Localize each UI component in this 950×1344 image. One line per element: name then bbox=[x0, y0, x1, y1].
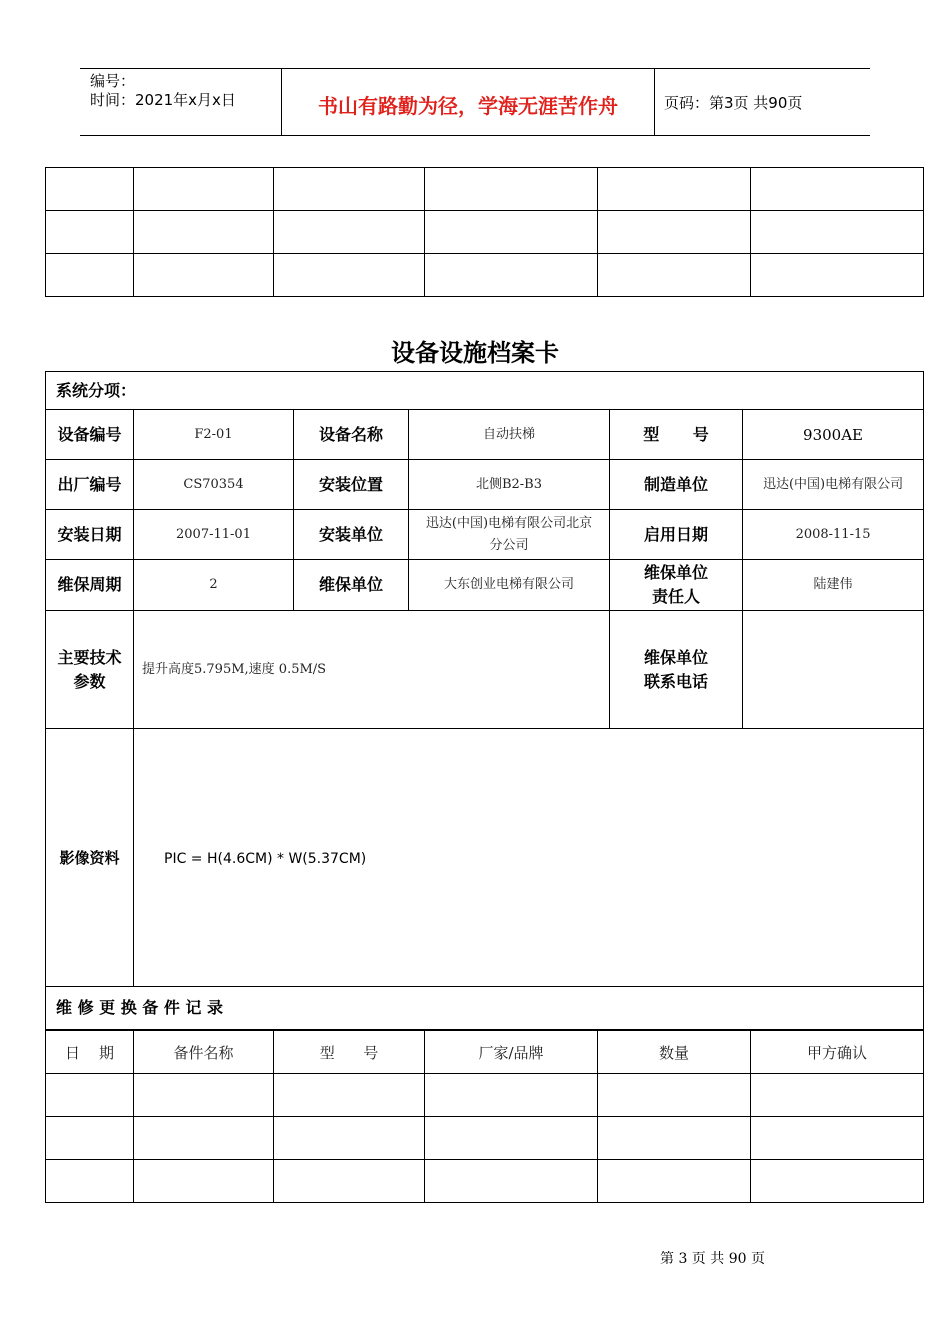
repair-cell bbox=[751, 1160, 924, 1203]
repair-cell bbox=[46, 1117, 134, 1160]
repair-title-text: 维 修 更 换 备 件 记 录 bbox=[56, 998, 223, 1017]
equipment-card-table bbox=[45, 371, 924, 1030]
repair-cell bbox=[598, 1160, 751, 1203]
repair-header-quantity: 数量 bbox=[598, 1031, 751, 1074]
maint-cycle-label: 维保周期 bbox=[46, 560, 134, 611]
repair-cell bbox=[425, 1117, 598, 1160]
top-table-cell bbox=[598, 211, 751, 254]
top-table-cell bbox=[425, 254, 598, 297]
header-divider-right bbox=[654, 68, 655, 136]
equipment-no-value: F2-01 bbox=[134, 410, 294, 460]
repair-row bbox=[46, 1074, 924, 1117]
top-table-row bbox=[46, 211, 924, 254]
maint-person-label: 维保单位责任人 bbox=[610, 560, 743, 611]
top-table-cell bbox=[751, 254, 924, 297]
repair-cell bbox=[425, 1074, 598, 1117]
maint-unit-value: 大东创业电梯有限公司 bbox=[409, 560, 610, 611]
factory-no-value: CS70354 bbox=[134, 460, 294, 510]
footer-page-number: 第 3 页 共 90 页 bbox=[660, 1251, 765, 1267]
card-title: 设备设施档案卡 bbox=[391, 338, 559, 367]
top-table-row bbox=[46, 168, 924, 211]
header-time-label: 时间：2021年x月x日 bbox=[90, 91, 236, 109]
tech-params-label: 主要技术参数 bbox=[46, 611, 134, 729]
repair-header-row bbox=[46, 1031, 924, 1074]
tech-params-value: 提升高度5.795M,速度 0.5M/S bbox=[134, 611, 610, 729]
repair-cell bbox=[751, 1074, 924, 1117]
top-table-cell bbox=[751, 168, 924, 211]
install-date-value: 2007-11-01 bbox=[134, 510, 294, 560]
top-table-cell bbox=[274, 211, 425, 254]
install-unit-label: 安装单位 bbox=[294, 510, 409, 560]
top-table-cell bbox=[598, 254, 751, 297]
top-table-cell bbox=[134, 211, 274, 254]
manufacturer-value: 迅达(中国)电梯有限公司 bbox=[743, 460, 924, 510]
install-location-value: 北侧B2-B3 bbox=[409, 460, 610, 510]
repair-cell bbox=[274, 1160, 425, 1203]
repair-cell bbox=[751, 1117, 924, 1160]
image-note: PIC = H(4.6CM) * W(5.37CM) bbox=[164, 851, 367, 867]
header-page-info: 页码：第3页 共90页 bbox=[664, 94, 803, 112]
factory-no-label: 出厂编号 bbox=[46, 460, 134, 510]
repair-header-part-name: 备件名称 bbox=[134, 1031, 274, 1074]
repair-title bbox=[46, 987, 924, 1030]
top-table-cell bbox=[46, 168, 134, 211]
header-motto: 书山有路勤为径，学海无涯苦作舟 bbox=[318, 94, 618, 118]
header-top-rule bbox=[80, 68, 870, 69]
maint-phone-label: 维保单位联系电话 bbox=[610, 611, 743, 729]
header-bottom-rule bbox=[80, 135, 870, 136]
repair-record-table bbox=[45, 1030, 924, 1203]
image-area bbox=[134, 729, 924, 987]
repair-header-model: 型 号 bbox=[274, 1031, 425, 1074]
repair-cell bbox=[46, 1074, 134, 1117]
top-table-cell bbox=[425, 168, 598, 211]
maint-person-value: 陆建伟 bbox=[743, 560, 924, 611]
install-unit-value: 迅达(中国)电梯有限公司北京分公司 bbox=[409, 510, 610, 560]
model-value: 9300AE bbox=[743, 410, 924, 460]
top-empty-table bbox=[45, 167, 924, 297]
model-label: 型 号 bbox=[610, 410, 743, 460]
top-table-cell bbox=[46, 211, 134, 254]
repair-row bbox=[46, 1160, 924, 1203]
system-label: 系统分项： bbox=[56, 380, 137, 400]
manufacturer-label: 制造单位 bbox=[610, 460, 743, 510]
start-date-value: 2008-11-15 bbox=[743, 510, 924, 560]
maint-unit-label: 维保单位 bbox=[294, 560, 409, 611]
top-table-cell bbox=[274, 254, 425, 297]
repair-cell bbox=[598, 1074, 751, 1117]
repair-cell bbox=[274, 1117, 425, 1160]
install-location-label: 安装位置 bbox=[294, 460, 409, 510]
repair-header-brand: 厂家/品牌 bbox=[425, 1031, 598, 1074]
top-table-cell bbox=[46, 254, 134, 297]
repair-cell bbox=[598, 1117, 751, 1160]
image-label: 影像资料 bbox=[46, 729, 134, 987]
top-table-cell bbox=[134, 168, 274, 211]
system-row bbox=[46, 372, 924, 410]
repair-cell bbox=[134, 1160, 274, 1203]
top-table-cell bbox=[751, 211, 924, 254]
repair-row bbox=[46, 1117, 924, 1160]
repair-cell bbox=[134, 1074, 274, 1117]
equipment-name-value: 自动扶梯 bbox=[409, 410, 610, 460]
maint-cycle-value: 2 bbox=[134, 560, 294, 611]
repair-cell bbox=[134, 1117, 274, 1160]
repair-header-confirm: 甲方确认 bbox=[751, 1031, 924, 1074]
header-number-label: 编号： bbox=[90, 72, 136, 90]
top-table-row bbox=[46, 254, 924, 297]
top-table-cell bbox=[598, 168, 751, 211]
repair-cell bbox=[274, 1074, 425, 1117]
repair-header-date: 日 期 bbox=[46, 1031, 134, 1074]
equipment-name-label: 设备名称 bbox=[294, 410, 409, 460]
top-table-cell bbox=[425, 211, 598, 254]
start-date-label: 启用日期 bbox=[610, 510, 743, 560]
install-date-label: 安装日期 bbox=[46, 510, 134, 560]
top-table-cell bbox=[274, 168, 425, 211]
repair-cell bbox=[46, 1160, 134, 1203]
repair-cell bbox=[425, 1160, 598, 1203]
equipment-no-label: 设备编号 bbox=[46, 410, 134, 460]
top-table-cell bbox=[134, 254, 274, 297]
maint-phone-value bbox=[743, 611, 924, 729]
